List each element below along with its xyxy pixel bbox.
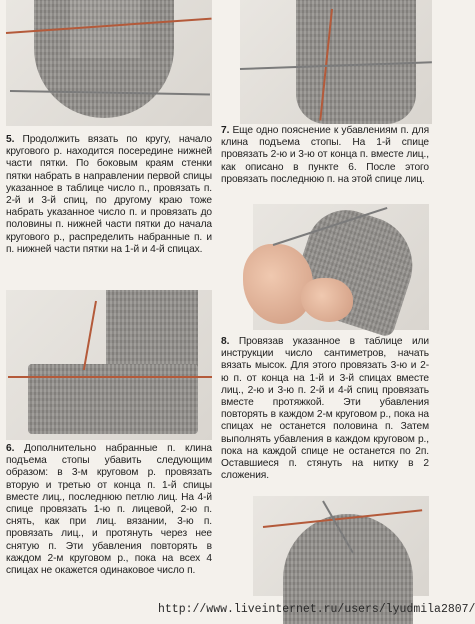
step-text: Дополнительно набранные п. клина подъема стопы убавить следующим образом: в 3-м круговом р. провязать вторую и третью от конца п. 1-й спицы вместе лиц., последнюю петлю лиц. На 4-й спице провязать 1-ю п. лицевой, 2-ю п. снять, как при лиц. вязании, 3-ю п. провязать лиц., и протянуть через нее снятую п. Эти убавления повторять в каждом 2-м круговом р., пока на всех 4 спицах не окажется одинаковое число п. — [6, 443, 212, 577]
step-number: 5. — [6, 134, 15, 145]
step-text: Продолжить вязать по кругу, начало кругового р. находится посередине нижней части пятки. По боковым краям стенки пятки набрать в направлении первой спицы указанное в таблице число п., провязать п. 2-й и 3-й спиц, по другому краю тоже набрать указанное число п. и провязать до половины п. нижней части пятки до начала кругового р., распределить набранные п. и п. нижней части пятки на 1-й и 4-й спицах. — [6, 134, 213, 255]
photo-toe-decrease — [253, 496, 429, 596]
step-number: 6. — [6, 443, 15, 454]
step-7 — [221, 125, 429, 186]
photo-side-needles — [240, 0, 432, 124]
photo-heel-pickup — [6, 0, 212, 126]
photo-hands-knitting — [253, 204, 429, 330]
step-number: 7. — [221, 125, 230, 136]
step-text: Еще одно пояснение к убавлениям п. для клина подъема стопы. На 1-й спице провязать 2-ю и 3-ю от конца п. вместе лиц., как описано в пункте 6. После этого провязать последнюю п. на этой спице лиц. — [221, 125, 430, 185]
step-number: 8. — [221, 336, 230, 347]
step-5 — [6, 134, 212, 256]
step-text: Провязав указанное в таблице или инструкции число сантиметров, начать вязать мысок. Для этого провязать 3-ю и 2-ю п. от конца на 1-й и 3-й спицах вместе лиц., 2-ю и 3-ю п. 2-й и 4-й спиц провязать вместе протяжкой. Эти убавления повторять в каждом 2-м круговом р., пока на спицах не останется половина п. Затем выполнять убавления в каждом круговом р., пока на каждой спице не останется по 2п. Оставшиеся п. стянуть на нитку в 2 сложения. — [221, 336, 429, 482]
step-8 — [221, 336, 429, 482]
source-url: http://www.liveinternet.ru/users/lyudmila2807/ — [158, 603, 475, 616]
step-6 — [6, 443, 212, 577]
photo-foot-decrease — [6, 290, 212, 440]
